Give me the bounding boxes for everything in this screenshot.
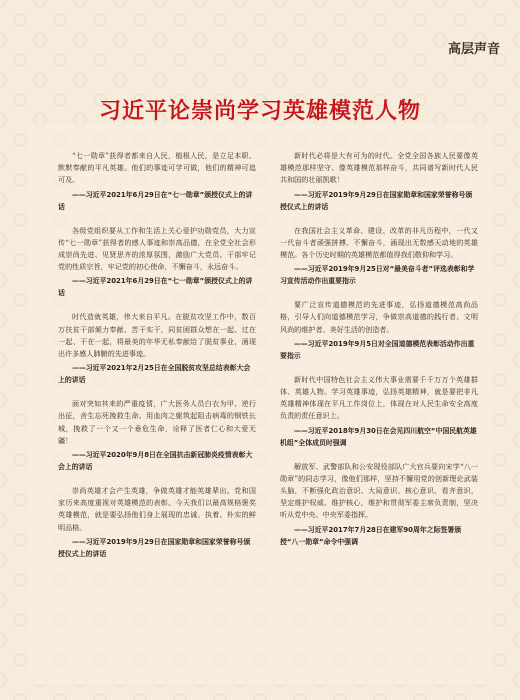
quote-text: 新时代中国特色社会主义伟大事业需要千千万万个英雄群体、英雄人物。学习英雄事迹，弘扬英雄精神，就是要把非凡英雄精神体现在平凡工作岗位上，体现在对人民生命安全高度负责的责任意识上。 bbox=[280, 374, 478, 421]
quote-text: 要广泛宣传道德模范的先进事迹，弘扬道德模范高尚品格，引导人们向道德模范学习，争做崇高道德的践行者、文明风尚的维护者、美好生活的创造者。 bbox=[280, 300, 478, 334]
quote-source: ——习近平2018年9月30日在会见四川航空“中国民航英雄机组”全体成员时强调 bbox=[280, 426, 477, 447]
right-column bbox=[280, 150, 478, 572]
quote-source: ——习近平2019年9月29日在国家勋章和国家荣誉称号颁授仪式上的讲话 bbox=[58, 537, 251, 558]
quote-text: “七一勋章”获得者都来自人民，植根人民，是立足本职、默默奉献的平凡英雄。他们的事迹可学可做，他们的精神可追可及。 bbox=[58, 151, 256, 185]
quote-source: ——习近平2019年9月29日在国家勋章和国家荣誉称号颁授仪式上的讲话 bbox=[280, 190, 473, 211]
quote-block bbox=[280, 225, 478, 288]
quote-source: ——习近平2021年2月25日在全国脱贫攻坚总结表彰大会上的讲话 bbox=[58, 364, 251, 385]
quote-block bbox=[58, 150, 256, 213]
page-title: 习近平论崇尚学习英雄模范人物 bbox=[98, 99, 421, 124]
quote-block bbox=[280, 150, 478, 213]
quote-block bbox=[58, 485, 256, 560]
quote-block bbox=[280, 374, 478, 449]
quote-source: ——习近平2019年9月5日对全国道德模范表彰活动作出重要指示 bbox=[280, 339, 475, 360]
quote-block bbox=[280, 299, 478, 362]
quote-text: 面对突如其来的严重疫情，广大医务人员白衣为甲、逆行出征，舍生忘死挽救生命。用血肉之躯筑起阻击病毒的钢铁长城，挽救了一个又一个垂危生命，诠释了医者仁心和大爱无疆！ bbox=[58, 399, 256, 445]
quote-block bbox=[58, 311, 256, 386]
quote-text: 各级党组织要从工作和生活上关心爱护功勋党员，大力宣传“七一勋章”获得者的感人事迹和崇高品德，在全党全社会形成崇尚先进、见贤思齐的浓厚氛围，激励广大党员、干部牢记党的性质宗旨，牢记党的初心使命，不懈奋斗，永远奋斗。 bbox=[58, 225, 256, 272]
quote-text: 在我国社会主义革命、建设、改革的非凡历程中，一代又一代奋斗者顽强拼搏、不懈奋斗，涌现出无数感天动地的英雄模范。各个历史时期的英雄模范都值得我们敬仰和学习。 bbox=[280, 225, 478, 260]
quote-text: 崇尚英雄才会产生英雄，争做英雄才能英雄辈出。党和国家历来高度重视对英雄模范的表彰。今天我们以最高规格褒奖英雄模范，就是要弘扬他们身上展现的忠诚、执着、朴实的鲜明品格。 bbox=[58, 486, 256, 532]
quote-block bbox=[58, 225, 256, 300]
article-body bbox=[58, 150, 478, 572]
quote-source: ——习近平2021年6月29日在“七一勋章”颁授仪式上的讲话 bbox=[58, 277, 253, 298]
quote-block bbox=[280, 461, 478, 548]
quote-text: 解放军、武警部队和公安现役部队广大官兵要向宋学“八一勋章”的同志学习，像他们那样，坚持不懈用党的创新理论武装头脑，不断强化政治意识、大局意识、核心意识、看齐意识，坚定维护权威、维护核心，维护和贯彻军委主席负责制，坚决听从党中央、中央军委指挥。 bbox=[280, 461, 478, 520]
quote-text: 时代造就英雄，伟大来自平凡。在脱贫攻坚工作中，数百万扶贫干部倾力奉献、苦干实干，同贫困群众想在一起、过在一起、干在一起，将最美的年华无私奉献给了脱贫事业，涌现出许多感人肺腑的先进事迹。 bbox=[58, 312, 256, 359]
left-column bbox=[58, 150, 256, 572]
quote-source: ——习近平2021年6月29日在“七一勋章”颁授仪式上的讲话 bbox=[58, 190, 253, 211]
quote-text: 新时代必将是大有可为的时代。全党全国各族人民要像英雄模范那样坚守、像英雄模范那样奋斗，共同谱写新时代人民共和国的壮丽凯歌！ bbox=[280, 151, 478, 185]
section-label: 高层声音 bbox=[447, 42, 500, 57]
quote-source: ——习近平2020年9月8日在全国抗击新冠肺炎疫情表彰大会上的讲话 bbox=[58, 451, 253, 472]
quote-block bbox=[58, 398, 256, 473]
quote-source: ——习近平2019年9月25日对“最美奋斗者”评选表彰和学习宣传活动作出重要指示 bbox=[280, 265, 475, 286]
quote-source: ——习近平2017年7月28日在建军90周年之际签署颁授“八一勋章”命令中强调 bbox=[280, 525, 462, 546]
